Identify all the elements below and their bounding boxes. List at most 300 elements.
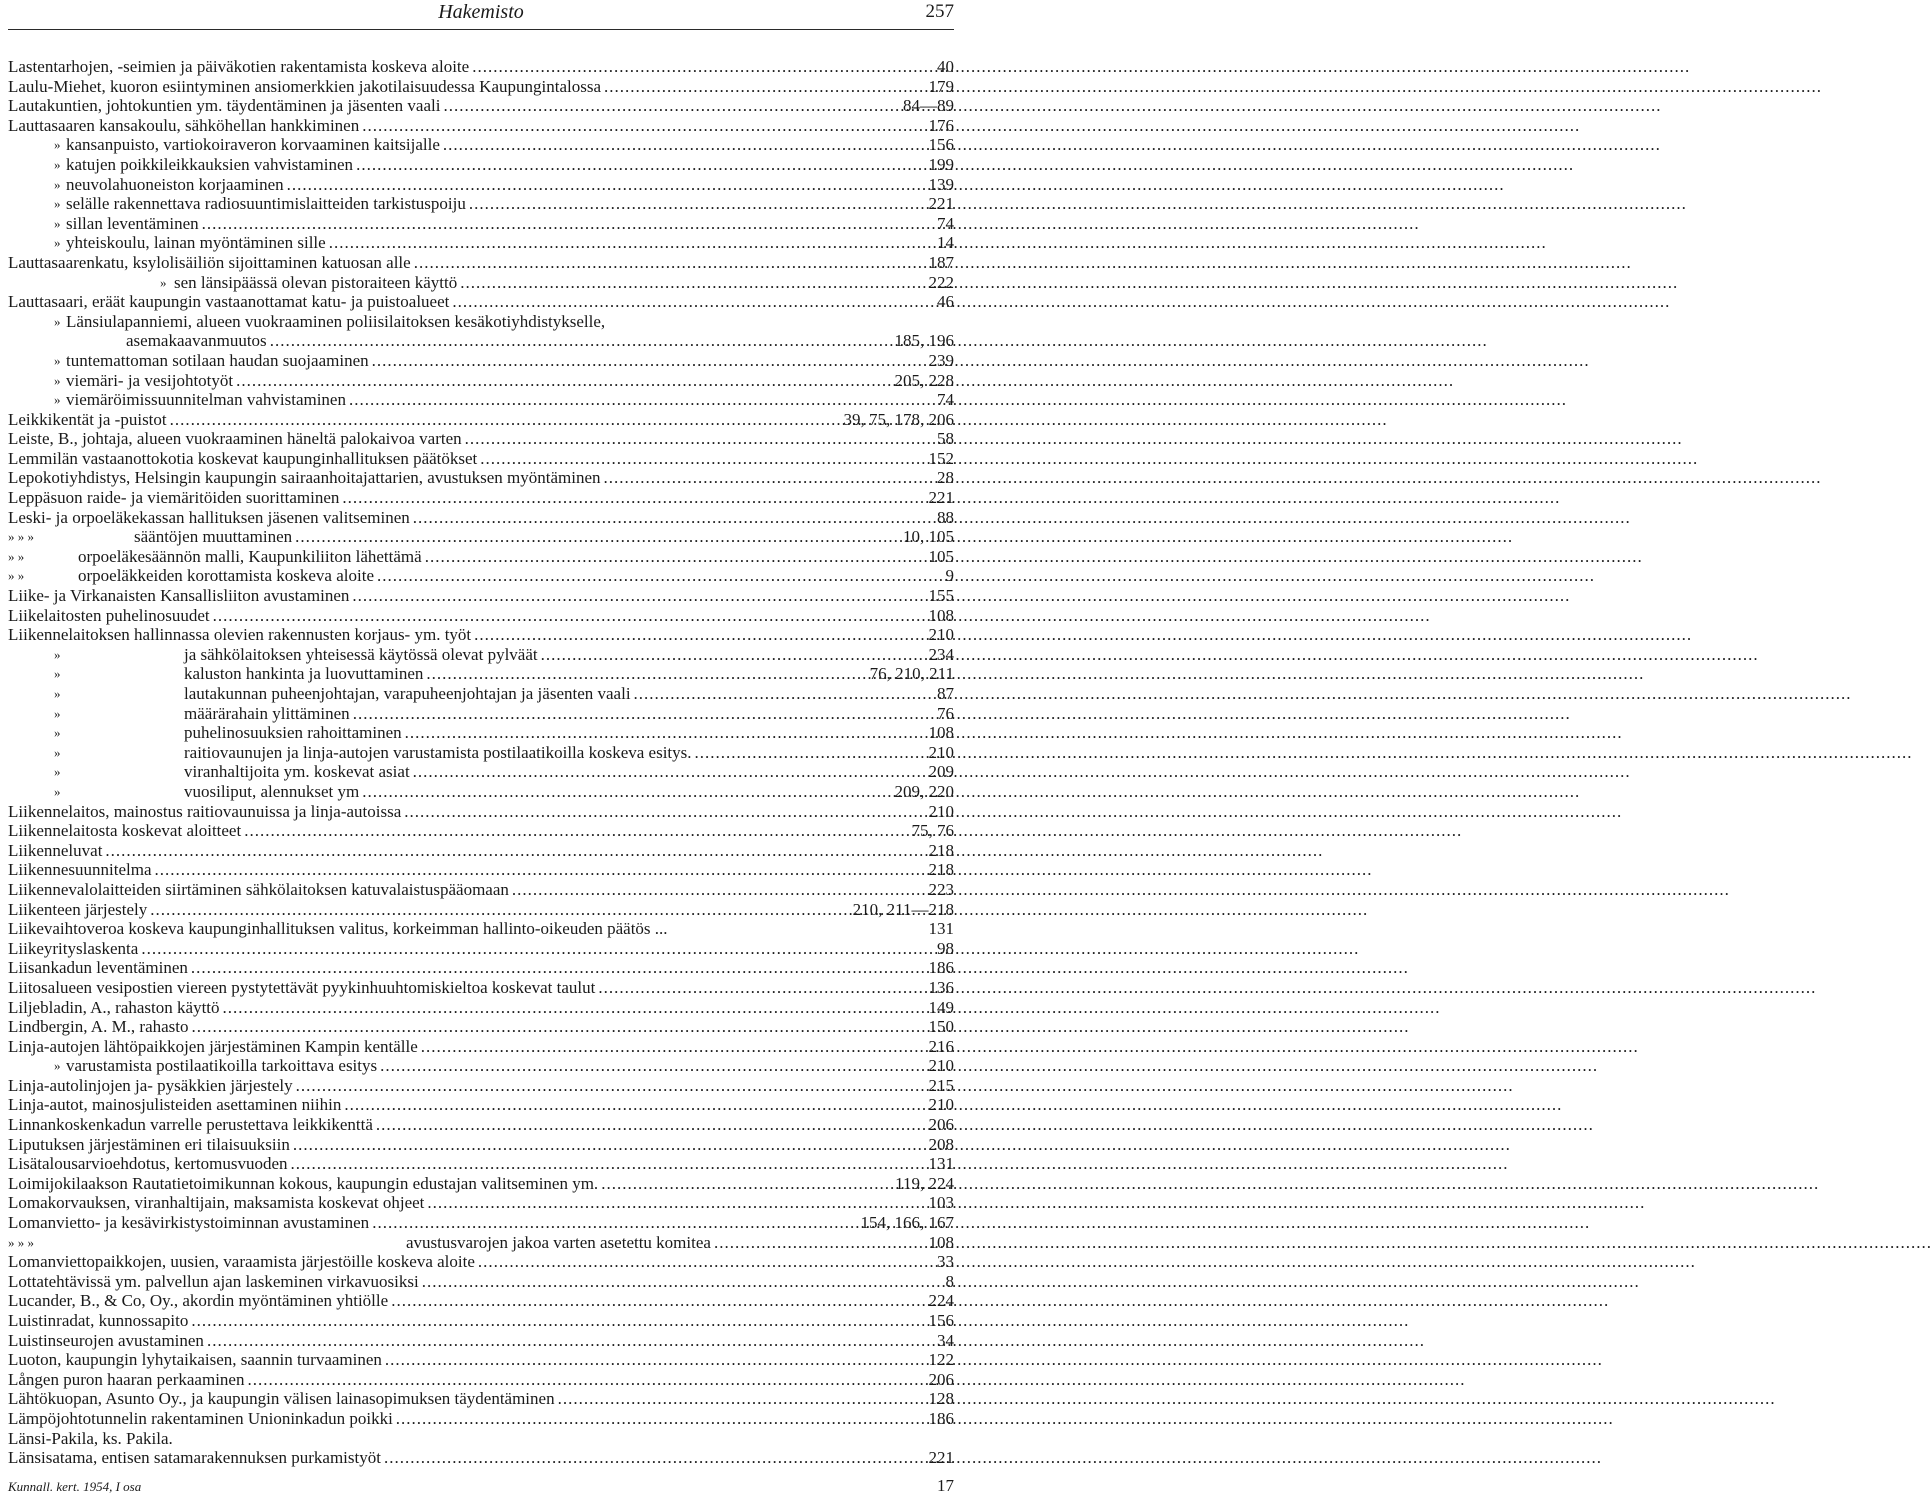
entry-page-ref: 209	[928, 762, 954, 782]
entry-text: Lähtökuopan, Asunto Oy., ja kaupungin välisen lainasopimuksen täydentäminen	[8, 1389, 555, 1409]
dot-leader	[472, 57, 934, 77]
index-entry	[0, 1389, 960, 1409]
entry-page-ref: 187	[928, 252, 954, 272]
entry-text: Liikenneluvat	[8, 840, 103, 860]
index-entry	[0, 292, 960, 312]
ditto-mark: »	[54, 725, 61, 741]
dot-leader	[352, 586, 925, 606]
dot-leader	[541, 645, 926, 665]
dot-leader	[141, 939, 934, 959]
index-entry	[0, 1429, 960, 1449]
index-entry	[0, 860, 960, 880]
entry-page-ref: 222	[928, 272, 954, 292]
dot-leader	[452, 292, 934, 312]
dot-leader	[236, 371, 891, 391]
page-header	[8, 0, 954, 36]
dot-leader	[604, 468, 934, 488]
entry-text: viemäri- ja vesijohtotyöt	[66, 370, 234, 390]
entry-text: sääntöjen muuttaminen	[134, 527, 293, 547]
dot-leader	[396, 1409, 926, 1429]
dot-leader	[425, 547, 926, 567]
index-entry	[0, 527, 960, 547]
dot-leader	[244, 821, 908, 841]
entry-text: Liputuksen järjestäminen eri tilaisuuksiin	[8, 1134, 290, 1154]
entry-page-ref: 14	[937, 233, 954, 253]
index-entry	[0, 606, 960, 626]
entry-page-ref: 58	[937, 429, 954, 449]
ditto-mark: »	[54, 1058, 61, 1074]
header-rule	[8, 29, 954, 30]
ditto-mark: »	[54, 196, 61, 212]
entry-text: Leski- ja orpoeläkekassan hallituksen jäsenen valitseminen	[8, 507, 410, 527]
footer-source: Kunnall. kert. 1954, I osa	[8, 1479, 142, 1494]
dot-leader	[372, 351, 926, 371]
page-footer	[8, 1476, 954, 1498]
entry-page-ref: 221	[928, 1448, 954, 1468]
index-entry	[0, 880, 960, 900]
entry-text: Liljebladin, A., rahaston käyttö	[8, 997, 220, 1017]
dot-leader	[384, 1448, 926, 1468]
entry-text: Linja-autot, mainosjulisteiden asettaminen niihin	[8, 1095, 342, 1115]
dot-leader	[391, 1291, 925, 1311]
index-entry	[0, 273, 960, 293]
index-entry	[0, 96, 960, 116]
entry-page-ref: 131	[928, 919, 954, 939]
entry-page-ref: 208	[928, 1134, 954, 1154]
index-entry	[0, 155, 960, 175]
dot-leader	[105, 841, 925, 861]
entry-page-ref: 186	[928, 958, 954, 978]
index-entry	[0, 547, 960, 567]
dot-leader	[349, 390, 934, 410]
ditto-mark: »	[54, 392, 61, 408]
entry-text: Liikeyrityslaskenta	[8, 938, 139, 958]
entry-text: selälle rakennettava radiosuuntimislaitteiden tarkistuspoiju	[66, 194, 466, 214]
index-entry	[0, 1115, 960, 1135]
entry-page-ref: 98	[937, 938, 954, 958]
entry-page-ref: 221	[928, 488, 954, 508]
ditto-mark: »	[54, 686, 61, 701]
entry-text: lautakunnan puheenjohtajan, varapuheenjohtajan ja jäsenten vaali	[184, 684, 631, 703]
index-entry	[0, 1409, 960, 1429]
dot-leader	[150, 900, 849, 920]
entry-page-ref: 39, 75, 178, 206	[843, 409, 954, 429]
entry-page-ref: 131	[928, 1154, 954, 1174]
index-entry	[0, 77, 960, 97]
entry-text: Liisankadun leventäminen	[8, 958, 188, 978]
ditto-mark: »	[54, 215, 61, 231]
dot-leader	[191, 1311, 925, 1331]
dot-leader	[604, 77, 926, 97]
entry-text: avustusvarojen jakoa varten asetettu komitea	[406, 1232, 711, 1252]
entry-text: Lomanviettopaikkojen, uusien, varaamista järjestöille koskeva aloite	[8, 1252, 475, 1272]
index-entry	[0, 1037, 960, 1057]
ditto-mark: »	[54, 705, 61, 721]
entry-text: kansanpuisto, vartiokoiraveron korvaaminen kaitsijalle	[66, 135, 440, 155]
dot-leader	[480, 449, 925, 469]
entry-page-ref: 218	[928, 860, 954, 880]
entry-text: puhelinosuuksien rahoittaminen	[184, 723, 402, 743]
index-entry	[0, 1331, 960, 1351]
index-entry	[0, 782, 960, 802]
dot-leader	[342, 488, 925, 508]
index-entry	[0, 1448, 960, 1468]
index-entry	[0, 371, 960, 391]
entry-page-ref: 205, 228	[894, 370, 954, 390]
entry-text: Lucander, B., & Co, Oy., akordin myöntäminen yhtiölle	[8, 1291, 389, 1311]
index-page	[0, 0, 960, 1502]
entry-page-ref: 215	[928, 1075, 954, 1095]
index-entry	[0, 821, 960, 841]
entry-text: Linja-autolinjojen ja- pysäkkien järjestely	[8, 1075, 293, 1095]
entry-text: Leppäsuon raide- ja viemäritöiden suorittaminen	[8, 488, 340, 508]
entry-page-ref: 206	[928, 1115, 954, 1135]
ditto-mark: »	[54, 313, 61, 329]
entry-page-ref: 224	[928, 1291, 954, 1311]
index-entry	[0, 919, 960, 939]
entry-text: Lottatehtävissä ym. palvellun ajan laskeminen virkavuosiksi	[8, 1271, 419, 1291]
index-entry	[0, 645, 960, 665]
entry-page-ref: 209, 220	[894, 781, 954, 801]
entry-text: Liikelaitosten puhelinosuudet	[8, 605, 210, 625]
ditto-mark: »	[54, 176, 61, 192]
entry-text: varustamista postilaatikoilla tarkoittava esitys	[66, 1056, 378, 1076]
entry-page-ref: 234	[928, 644, 954, 664]
ditto-mark: » »	[8, 568, 25, 584]
ditto-mark: »	[54, 352, 61, 368]
entry-page-ref: 210	[928, 1095, 954, 1115]
entry-text: Laulu-Miehet, kuoron esiintyminen ansiomerkkien jakotilaisuudessa Kaupungintalossa	[8, 76, 601, 96]
index-entry	[0, 410, 960, 430]
dot-leader	[362, 116, 925, 136]
entry-page-ref: 74	[937, 390, 954, 410]
entry-text: Leikkikentät ja -puistot	[8, 409, 167, 429]
index-entry	[0, 1252, 960, 1272]
index-entry	[0, 135, 960, 155]
entry-page-ref: 84—89	[903, 96, 954, 116]
index-entry	[0, 429, 960, 449]
dot-leader	[191, 958, 926, 978]
entry-text: Lautakuntien, johtokuntien ym. täydentäminen ja jäsenten vaali	[8, 96, 441, 116]
dot-leader	[695, 743, 926, 763]
dot-leader	[344, 1095, 925, 1115]
dot-leader	[296, 1076, 926, 1096]
entry-text: Lauttasaaren kansakoulu, sähköhellan hankkiminen	[8, 115, 360, 135]
dot-leader	[223, 998, 926, 1018]
ditto-mark: »	[54, 156, 61, 172]
dot-leader	[474, 625, 925, 645]
entry-text: Lemmilän vastaanottokotia koskevat kaupunginhallituksen päätökset	[8, 448, 478, 468]
entry-text: Luistinradat, kunnossapito	[8, 1311, 189, 1330]
index-entry	[0, 1272, 960, 1292]
dot-leader	[295, 527, 900, 547]
entry-page-ref: 28	[937, 468, 954, 488]
entry-text: Lindbergin, A. M., rahasto	[8, 1017, 189, 1037]
entry-page-ref: 223	[928, 879, 954, 899]
entry-page-ref: 74	[937, 213, 954, 233]
signature-mark: 17	[937, 1476, 954, 1495]
dot-leader	[207, 1331, 934, 1351]
entry-page-ref: 186	[928, 1408, 954, 1428]
entry-page-ref: 119, 224	[895, 1173, 954, 1193]
index-entry	[0, 449, 960, 469]
entry-page-ref: 87	[937, 684, 954, 703]
entry-page-ref: 139	[928, 174, 954, 194]
dot-leader	[426, 664, 866, 684]
index-entry	[0, 1233, 960, 1253]
dot-leader	[377, 566, 943, 586]
index-entry	[0, 684, 960, 704]
entry-text: orpoeläkesäännön malli, Kaupunkiliiton lähettämä	[78, 546, 422, 566]
dot-leader	[634, 684, 934, 704]
index-entry	[0, 1174, 960, 1194]
ditto-mark: »	[54, 764, 61, 780]
index-entry	[0, 116, 960, 136]
entry-page-ref: 76	[937, 703, 954, 723]
entry-text: Liikennesuunnitelma	[8, 860, 152, 880]
ditto-mark: »	[54, 235, 61, 251]
entry-page-ref: 216	[928, 1036, 954, 1056]
index-entry	[0, 1135, 960, 1155]
entry-text: asemakaavanmuutos	[126, 331, 267, 351]
entry-page-ref: 218	[928, 840, 954, 860]
ditto-mark: » » »	[8, 1234, 34, 1250]
dot-leader	[287, 175, 926, 195]
dot-leader	[443, 96, 900, 116]
index-entry	[0, 1056, 960, 1076]
entry-page-ref: 206	[928, 1369, 954, 1389]
index-entry	[0, 802, 960, 822]
dot-leader	[405, 723, 926, 743]
ditto-mark: »	[54, 744, 61, 760]
entry-page-ref: 103	[928, 1193, 954, 1213]
index-entry	[0, 488, 960, 508]
ditto-mark: » » »	[8, 529, 34, 545]
entry-page-ref: 210	[928, 1056, 954, 1076]
entry-text: Liitosalueen vesipostien viereen pystytettävät pyykinhuuhtomiskieltoa koskevat taulut	[8, 977, 596, 997]
dot-leader	[353, 704, 934, 724]
entry-text: viranhaltijoita ym. koskevat asiat	[184, 762, 410, 782]
entry-page-ref: 105	[928, 546, 954, 566]
entry-text: vuosiliput, alennukset ym	[184, 781, 360, 801]
index-entry	[0, 1076, 960, 1096]
entry-page-ref: 108	[928, 1232, 954, 1252]
dot-leader	[478, 1252, 934, 1272]
entry-text: kaluston hankinta ja luovuttaminen	[184, 664, 424, 684]
dot-leader	[414, 253, 926, 273]
dot-leader	[512, 880, 926, 900]
entry-page-ref: 10, 105	[903, 527, 954, 547]
entry-text: katujen poikkileikkauksien vahvistaminen	[66, 154, 354, 174]
entry-text: Liikennelaitos, mainostus raitiovaunuissa ja linja-autoissa	[8, 801, 402, 821]
entry-text: Liikevaihtoveroa koskeva kaupunginhallituksen valitus, korkeimman hallinto-oikeuden päätös ...	[8, 919, 668, 939]
entry-text: orpoeläkkeiden korottamista koskeva aloite	[78, 566, 374, 586]
entry-text: määrärahain ylittäminen	[184, 703, 350, 723]
entry-page-ref: 210	[928, 801, 954, 821]
entry-page-ref: 8	[945, 1271, 954, 1291]
entry-text: Lämpöjohtotunnelin rakentaminen Unioninkadun poikki	[8, 1408, 393, 1428]
dot-leader	[385, 1350, 926, 1370]
entry-text: Lomakorvauksen, viranhaltijain, maksamista koskevat ohjeet	[8, 1193, 425, 1213]
entry-page-ref: 155	[928, 586, 954, 606]
entry-text: Linnankoskenkadun varrelle perustettava leikkikenttä	[8, 1115, 373, 1135]
dot-leader	[170, 410, 841, 430]
index-entry	[0, 998, 960, 1018]
index-entry	[0, 900, 960, 920]
entry-page-ref: 210	[928, 625, 954, 645]
entry-page-ref: 156	[928, 135, 954, 155]
entry-page-ref: 199	[928, 154, 954, 174]
dot-leader	[404, 802, 925, 822]
entry-page-ref: 176	[928, 115, 954, 135]
entry-page-ref: 239	[928, 350, 954, 370]
dot-leader	[270, 331, 892, 351]
index-entry	[0, 390, 960, 410]
index-entry	[0, 841, 960, 861]
dot-leader	[443, 135, 926, 155]
entry-page-ref: 210, 211—218	[852, 899, 954, 919]
entry-text: ja sähkölaitoksen yhteisessä käytössä olevat pylväät	[184, 644, 538, 664]
entry-text: Liikennelaitosta koskevat aloitteet	[8, 821, 242, 841]
dot-leader	[362, 782, 891, 802]
index-entry	[0, 743, 960, 763]
dot-leader	[598, 978, 925, 998]
index-entry	[0, 312, 960, 332]
entry-text: viemäröimissuunnitelman vahvistaminen	[66, 390, 346, 410]
entry-page-ref: 185, 196	[894, 331, 954, 351]
entry-text: Länsisatama, entisen satamarakennuksen purkamistyöt	[8, 1448, 381, 1468]
entry-page-ref: 108	[928, 605, 954, 625]
dot-leader	[421, 1037, 926, 1057]
index-entry	[0, 468, 960, 488]
dot-leader	[202, 214, 934, 234]
dot-leader	[413, 508, 934, 528]
index-entry	[0, 1350, 960, 1370]
entry-text: yhteiskoulu, lainan myöntäminen sille	[66, 233, 326, 253]
index-entry	[0, 194, 960, 214]
dot-leader	[293, 1135, 926, 1155]
dot-leader	[372, 1213, 857, 1233]
entry-page-ref: 152	[928, 448, 954, 468]
dot-leader	[329, 233, 934, 253]
entry-text: neuvolahuoneiston korjaaminen	[66, 174, 284, 194]
index-entry	[0, 625, 960, 645]
entry-text: Liikennevalolaitteiden siirtäminen sähkölaitoksen katuvalaistuspääomaan	[8, 879, 509, 899]
index-entry	[0, 1154, 960, 1174]
entry-page-ref: 136	[928, 977, 954, 997]
entry-text: Lepokotiyhdistys, Helsingin kaupungin sairaanhoitajattarien, avustuksen myöntäminen	[8, 468, 601, 488]
ditto-mark: »	[54, 783, 61, 799]
entry-page-ref: 179	[928, 76, 954, 96]
entry-text: Liike- ja Virkanaisten Kansallisliiton avustaminen	[8, 586, 350, 606]
index-entry	[0, 704, 960, 724]
index-entry	[0, 351, 960, 371]
index-entry	[0, 175, 960, 195]
index-entry	[0, 1193, 960, 1213]
dot-leader	[192, 1017, 926, 1037]
entry-text: Leiste, B., johtaja, alueen vuokraaminen häneltä palokaivoa varten	[8, 429, 462, 449]
index-entry	[0, 586, 960, 606]
index-entry	[0, 508, 960, 528]
index-entry	[0, 723, 960, 743]
entry-text: Loimijokilaakson Rautatietoimikunnan kokous, kaupungin edustajan valitseminen ym.	[8, 1173, 599, 1193]
index-entry	[0, 978, 960, 998]
ditto-mark: »	[54, 372, 61, 388]
entry-page-ref: 9	[945, 566, 954, 586]
index-entry	[0, 1095, 960, 1115]
running-title: Hakemisto	[438, 1, 524, 23]
dot-leader	[155, 860, 926, 880]
entry-text: Lauttasaarenkatu, ksylolisäiliön sijoittaminen katuosan alle	[8, 252, 411, 272]
entry-page-ref: 210	[928, 742, 954, 762]
entry-text: Lastentarhojen, -seimien ja päiväkotien rakentamista koskeva aloite	[8, 57, 470, 76]
index-entries	[0, 57, 960, 1468]
entry-page-ref: 156	[928, 1311, 954, 1330]
entry-text: Luistinseurojen avustaminen	[8, 1330, 204, 1350]
entry-page-ref: 128	[928, 1389, 954, 1409]
entry-text: sillan leventäminen	[66, 213, 199, 233]
index-entry	[0, 1370, 960, 1390]
entry-text: tuntemattoman sotilaan haudan suojaaminen	[66, 350, 369, 370]
entry-page-ref: 75, 76	[911, 821, 954, 841]
ditto-mark: »	[54, 666, 61, 682]
entry-text: Linja-autojen lähtöpaikkojen järjestäminen Kampin kentälle	[8, 1036, 418, 1056]
index-entry	[0, 939, 960, 959]
entry-text: Lången puron haaran perkaaminen	[8, 1369, 245, 1389]
dot-leader	[465, 429, 934, 449]
index-entry	[0, 664, 960, 684]
entry-text: Länsi-Pakila, ks. Pakila.	[8, 1428, 173, 1448]
ditto-mark: »	[54, 137, 61, 153]
ditto-mark: »	[160, 274, 167, 290]
entry-page-ref: 40	[937, 57, 954, 76]
index-entry	[0, 253, 960, 273]
entry-text: Lauttasaari, eräät kaupungin vastaanottamat katu- ja puistoalueet	[8, 292, 450, 312]
entry-text: sen länsipäässä olevan pistoraiteen käyttö	[174, 272, 458, 292]
ditto-mark: » »	[8, 548, 25, 564]
index-entry	[0, 331, 960, 351]
index-entry	[0, 1291, 960, 1311]
entry-page-ref: 34	[937, 1330, 954, 1350]
dot-leader	[469, 194, 926, 214]
dot-leader	[460, 273, 925, 293]
dot-leader	[413, 762, 926, 782]
page-number: 257	[925, 1, 954, 22]
entry-page-ref: 33	[937, 1252, 954, 1272]
index-entry	[0, 958, 960, 978]
entry-page-ref: 149	[928, 997, 954, 1017]
dot-leader	[356, 155, 925, 175]
dot-leader	[601, 1174, 892, 1194]
dot-leader	[291, 1154, 926, 1174]
entry-page-ref: 76, 210, 211	[869, 664, 954, 684]
entry-text: Lomanvietto- ja kesävirkistystoiminnan avustaminen	[8, 1213, 370, 1233]
entry-text: Liikennelaitoksen hallinnassa olevien rakennusten korjaus- ym. työt	[8, 625, 472, 645]
entry-text: Lisätalousarvioehdotus, kertomusvuoden	[8, 1154, 288, 1174]
dot-leader	[376, 1115, 926, 1135]
dot-leader	[558, 1389, 926, 1409]
entry-text: Liikenteen järjestely	[8, 899, 148, 919]
index-entry	[0, 1017, 960, 1037]
entry-page-ref: 150	[928, 1017, 954, 1037]
entry-text: Luoton, kaupungin lyhytaikaisen, saannin turvaaminen	[8, 1350, 382, 1370]
dot-leader	[422, 1272, 943, 1292]
entry-text: raitiovaunujen ja linja-autojen varustamista postilaatikoilla koskeva esitys.	[184, 742, 692, 762]
dot-leader	[247, 1370, 925, 1390]
entry-page-ref: 108	[928, 723, 954, 743]
entry-page-ref: 88	[937, 507, 954, 527]
dot-leader	[213, 606, 926, 626]
